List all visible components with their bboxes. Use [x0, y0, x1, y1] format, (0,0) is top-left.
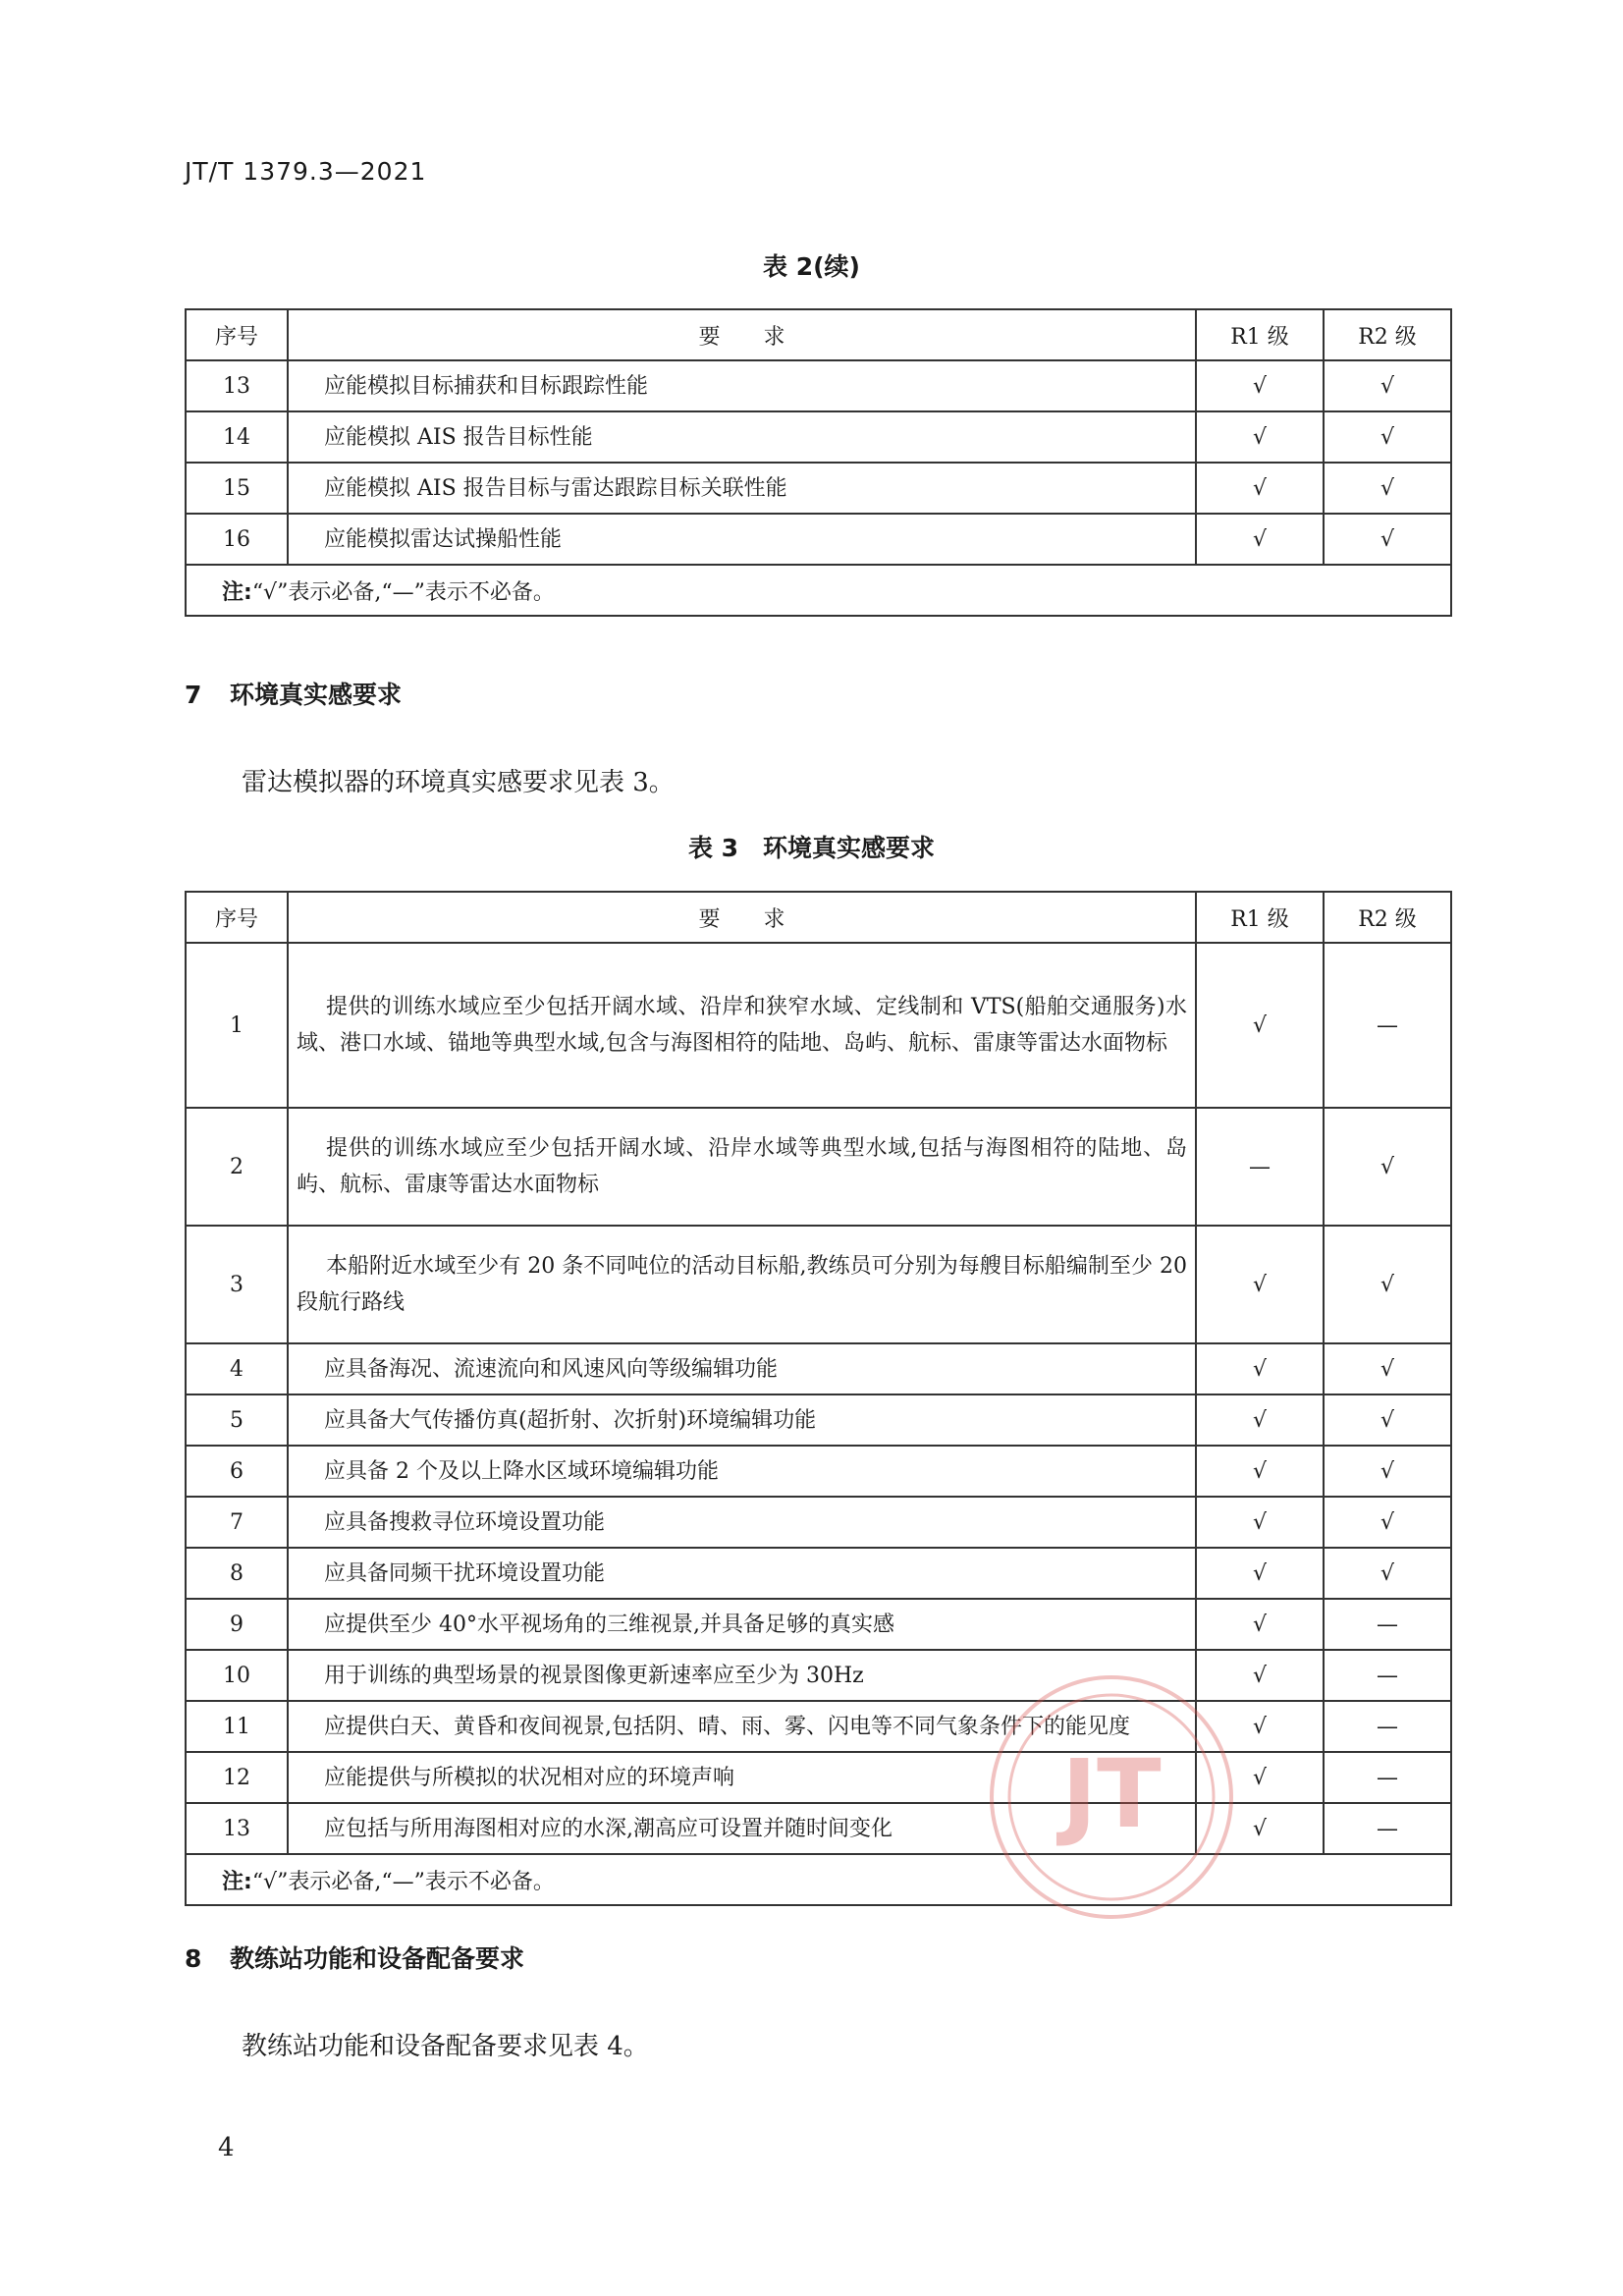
table2-caption: 表 2(续)	[763, 252, 860, 281]
note-text: “√”表示必备,“—”表示不必备。	[251, 579, 555, 605]
table-row	[186, 411, 1451, 463]
row-r2-mark: √	[1324, 411, 1451, 463]
row-requirement: 应提供至少 40°水平视场角的三维视景,并具备足够的真实感	[288, 1599, 1196, 1650]
section-title: 环境真实感要求	[230, 681, 403, 709]
col-header-r2: R2 级	[1324, 892, 1451, 943]
row-requirement: 用于训练的典型场景的视景图像更新速率应至少为 30Hz	[288, 1650, 1196, 1701]
row-requirement: 应具备 2 个及以上降水区域环境编辑功能	[288, 1446, 1196, 1497]
row-r1-mark: √	[1196, 411, 1324, 463]
col-header-r2: R2 级	[1324, 309, 1451, 360]
row-r1-mark: √	[1196, 514, 1324, 565]
row-r2-mark: √	[1324, 360, 1451, 411]
table3-note	[186, 1854, 1451, 1905]
table3	[185, 891, 1452, 1906]
table-row	[186, 1701, 1451, 1752]
row-r2-mark: √	[1324, 463, 1451, 514]
row-number: 13	[186, 1803, 288, 1854]
table-row	[186, 1650, 1451, 1701]
row-number: 7	[186, 1497, 288, 1548]
row-r2-mark: √	[1324, 1446, 1451, 1497]
row-r1-mark: √	[1196, 1548, 1324, 1599]
table-row	[186, 360, 1451, 411]
row-number: 2	[186, 1108, 288, 1226]
page-number: 4	[218, 2133, 235, 2162]
row-number: 9	[186, 1599, 288, 1650]
table-row	[186, 1394, 1451, 1446]
table3-note-row	[186, 1854, 1451, 1905]
row-r2-mark: √	[1324, 1108, 1451, 1226]
row-requirement: 提供的训练水域应至少包括开阔水域、沿岸和狭窄水域、定线制和 VTS(船舶交通服务)水域、港口水域、锚地等典型水域,包含与海图相符的陆地、岛屿、航标、雷康等雷达水面物标	[288, 943, 1196, 1108]
row-r2-mark: √	[1324, 514, 1451, 565]
row-requirement: 应能模拟雷达试操船性能	[288, 514, 1196, 565]
row-requirement: 应能提供与所模拟的状况相对应的环境声响	[288, 1752, 1196, 1803]
table-row	[186, 1803, 1451, 1854]
table-row	[186, 514, 1451, 565]
row-r2-mark: √	[1324, 1226, 1451, 1343]
section-8-paragraph: 教练站功能和设备配备要求见表 4。	[242, 2032, 649, 2061]
row-r2-mark: —	[1324, 1650, 1451, 1701]
table-row	[186, 1752, 1451, 1803]
row-r2-mark: √	[1324, 1548, 1451, 1599]
row-number: 1	[186, 943, 288, 1108]
row-r1-mark: √	[1196, 1650, 1324, 1701]
row-r1-mark: √	[1196, 1803, 1324, 1854]
row-r1-mark: √	[1196, 943, 1324, 1108]
table2-header-row	[186, 309, 1451, 360]
row-requirement: 应具备大气传播仿真(超折射、次折射)环境编辑功能	[288, 1394, 1196, 1446]
table2	[185, 308, 1452, 617]
row-r1-mark: √	[1196, 360, 1324, 411]
row-requirement: 应具备同频干扰环境设置功能	[288, 1548, 1196, 1599]
row-r2-mark: —	[1324, 1599, 1451, 1650]
row-number: 5	[186, 1394, 288, 1446]
col-header-no: 序号	[186, 309, 288, 360]
table-row	[186, 1226, 1451, 1343]
row-number: 12	[186, 1752, 288, 1803]
table-row	[186, 1343, 1451, 1394]
col-header-requirement: 要 求	[288, 309, 1196, 360]
row-requirement: 应能模拟目标捕获和目标跟踪性能	[288, 360, 1196, 411]
table2-note-row	[186, 565, 1451, 616]
row-r1-mark: √	[1196, 1701, 1324, 1752]
row-r1-mark: √	[1196, 1599, 1324, 1650]
col-header-requirement: 要 求	[288, 892, 1196, 943]
table-row	[186, 943, 1451, 1108]
table-row	[186, 463, 1451, 514]
table-row	[186, 1108, 1451, 1226]
row-r2-mark: √	[1324, 1394, 1451, 1446]
row-requirement: 应能模拟 AIS 报告目标与雷达跟踪目标关联性能	[288, 463, 1196, 514]
table3-header-row	[186, 892, 1451, 943]
row-r1-mark: √	[1196, 1752, 1324, 1803]
row-number: 11	[186, 1701, 288, 1752]
row-number: 16	[186, 514, 288, 565]
row-r1-mark: —	[1196, 1108, 1324, 1226]
table-row	[186, 1446, 1451, 1497]
row-number: 8	[186, 1548, 288, 1599]
standard-code: JT/T 1379.3—2021	[185, 157, 427, 186]
row-r2-mark: —	[1324, 1752, 1451, 1803]
row-r2-mark: —	[1324, 943, 1451, 1108]
row-number: 14	[186, 411, 288, 463]
row-r1-mark: √	[1196, 1394, 1324, 1446]
section-number: 8	[185, 1944, 202, 1973]
row-requirement: 应能模拟 AIS 报告目标性能	[288, 411, 1196, 463]
col-header-no: 序号	[186, 892, 288, 943]
note-text: “√”表示必备,“—”表示不必备。	[251, 1869, 555, 1894]
col-header-r1: R1 级	[1196, 309, 1324, 360]
row-requirement: 本船附近水域至少有 20 条不同吨位的活动目标船,教练员可分别为每艘目标船编制至少 20 段航行路线	[288, 1226, 1196, 1343]
note-label: 注:	[222, 1869, 252, 1894]
col-header-r1: R1 级	[1196, 892, 1324, 943]
row-r1-mark: √	[1196, 1446, 1324, 1497]
section-7-paragraph: 雷达模拟器的环境真实感要求见表 3。	[242, 768, 675, 797]
row-r1-mark: √	[1196, 1343, 1324, 1394]
section-number: 7	[185, 681, 202, 709]
row-number: 15	[186, 463, 288, 514]
table2-note	[186, 565, 1451, 616]
row-requirement: 应具备海况、流速流向和风速风向等级编辑功能	[288, 1343, 1196, 1394]
section-8-heading	[185, 1940, 524, 1975]
row-r1-mark: √	[1196, 1497, 1324, 1548]
row-r1-mark: √	[1196, 463, 1324, 514]
note-label: 注:	[222, 579, 252, 605]
row-requirement: 应包括与所用海图相对应的水深,潮高应可设置并随时间变化	[288, 1803, 1196, 1854]
row-number: 13	[186, 360, 288, 411]
table-row	[186, 1599, 1451, 1650]
row-r2-mark: √	[1324, 1497, 1451, 1548]
row-r2-mark: √	[1324, 1343, 1451, 1394]
row-number: 3	[186, 1226, 288, 1343]
table-row	[186, 1548, 1451, 1599]
row-requirement: 应具备搜救寻位环境设置功能	[288, 1497, 1196, 1548]
table-row	[186, 1497, 1451, 1548]
watermark-text: JT	[1061, 1739, 1162, 1849]
section-7-heading	[185, 676, 402, 711]
row-r1-mark: √	[1196, 1226, 1324, 1343]
row-r2-mark: —	[1324, 1803, 1451, 1854]
row-requirement: 提供的训练水域应至少包括开阔水域、沿岸水域等典型水域,包括与海图相符的陆地、岛屿、航标、雷康等雷达水面物标	[288, 1108, 1196, 1226]
row-number: 10	[186, 1650, 288, 1701]
table3-caption: 表 3 环境真实感要求	[687, 834, 936, 862]
section-title: 教练站功能和设备配备要求	[230, 1944, 525, 1973]
row-requirement: 应提供白天、黄昏和夜间视景,包括阴、晴、雨、雾、闪电等不同气象条件下的能见度	[288, 1701, 1196, 1752]
row-number: 6	[186, 1446, 288, 1497]
row-r2-mark: —	[1324, 1701, 1451, 1752]
row-number: 4	[186, 1343, 288, 1394]
